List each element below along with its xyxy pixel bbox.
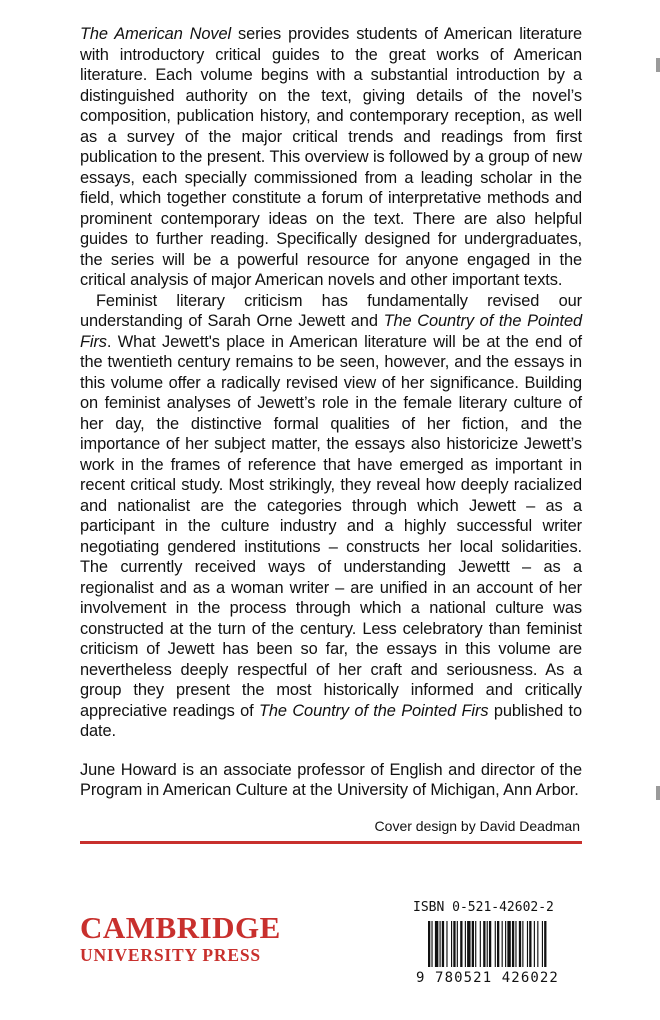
barcode-digits: 9 780521 426022 xyxy=(416,970,559,986)
barcode-bar xyxy=(428,921,430,967)
barcode-bar xyxy=(544,921,546,967)
series-paragraph xyxy=(80,24,582,291)
barcode-bar xyxy=(451,921,452,967)
edge-mark-top xyxy=(656,58,660,72)
barcode-bar xyxy=(487,921,488,967)
publisher-name: CAMBRIDGE xyxy=(80,910,281,945)
barcode-bar xyxy=(442,921,444,967)
cover-design-credit: Cover design by David Deadman xyxy=(374,818,580,834)
barcode-bar xyxy=(522,921,523,967)
barcode-bar xyxy=(515,921,516,967)
barcode-bar xyxy=(431,921,432,967)
barcode-bar xyxy=(453,921,455,967)
barcode-bar xyxy=(512,921,514,967)
editor-bio: June Howard is an associate professor of English and director of the Program in American Culture at the University of Michigan, Ann Arbor. xyxy=(80,760,582,799)
barcode-bar xyxy=(527,921,528,967)
barcode-bar xyxy=(457,921,458,967)
blurb-text xyxy=(80,24,582,801)
barcode-bar xyxy=(446,921,447,967)
barcode-bar xyxy=(502,921,503,967)
barcode-bar xyxy=(519,921,521,967)
barcode-bar xyxy=(537,921,538,967)
publisher-subname: UNIVERSITY PRESS xyxy=(80,945,261,965)
barcode-bar xyxy=(495,921,496,967)
barcode-bar xyxy=(440,921,441,967)
volume-text-a: Feminist literary criticism has fundamentally revised our understanding of Sarah Orne Jewett and xyxy=(80,291,582,330)
volume-paragraph xyxy=(80,291,582,742)
publisher-logo xyxy=(80,912,281,966)
isbn-label: ISBN 0-521-42602-2 xyxy=(413,900,554,915)
volume-text-c: published to date. xyxy=(80,701,582,740)
series-title: The American Novel xyxy=(80,25,232,43)
barcode-bar xyxy=(435,921,438,967)
barcode-bar xyxy=(497,921,499,967)
barcode-bar xyxy=(465,921,466,967)
barcode-bar xyxy=(460,921,462,967)
book-title-2: The Country of the Pointed Firs xyxy=(258,701,489,720)
barcode-bar xyxy=(480,921,481,967)
barcode-bar xyxy=(472,921,474,967)
barcode-bar xyxy=(529,921,531,967)
barcode-bar xyxy=(489,921,491,967)
divider-rule xyxy=(80,841,582,844)
edge-mark-bottom xyxy=(656,786,660,800)
barcode-bar xyxy=(483,921,485,967)
barcode-bar xyxy=(534,921,535,967)
barcode-bar xyxy=(542,921,543,967)
book-title-1: The Country of the Pointed Firs xyxy=(80,312,582,351)
series-text: series provides students of American literature with introductory critical guides to the great works of American literature. Each volume begins with a substantial introduction by a distinguished authority on the text, giving details of the novel’s composition, publication history, and contemporary reception, as well as a survey of the major critical trends and readings from first publication to the present. This overview is followed by a group of new essays, each specially commissioned from a leading scholar in the field, which together constitute a forum of interpretative methods and prominent contemporary ideas on the text. There are also helpful guides to further reading. Specifically designed for undergraduates, the series will be a powerful resource for anyone engaged in the critical analysis of major American novels and other important texts. xyxy=(80,25,582,289)
barcode-bar xyxy=(467,921,470,967)
barcode-bar xyxy=(475,921,476,967)
volume-text-b: . What Jewett's place in American literature will be at the end of the twentieth century remains to be seen, however, and the essays in this volume offer a radically revised view of her significance. Building on feminist analyses of Jewett’s role in the female literary culture of her day, the distinctive formal qualities of her fiction, and the importance of her subject matter, the essays also historicize Jewett’s work in the frames of reference that have emerged as important in recent critical study. Most strikingly, they reveal how deeply racialized and nationalist are the categories through which Jewett – as a participant in the culture industry and a highly successful writer negotiating gendered institutions – constructs her local solidarities. The currently received ways of understanding Jewettt – as a regionalist and as a woman writer – are unified in an account of her involvement in the process through which a national culture was constructed at the turn of the century. Less celebratory than feminist criticism of Jewett has been so far, the essays in this volume are nevertheless deeply respectful of her craft and seriousness. As a group they present the most historically informed and critically appreciative readings of xyxy=(80,332,582,720)
barcode-bar xyxy=(505,921,506,967)
barcode xyxy=(428,921,582,967)
barcode-bar xyxy=(507,921,510,967)
